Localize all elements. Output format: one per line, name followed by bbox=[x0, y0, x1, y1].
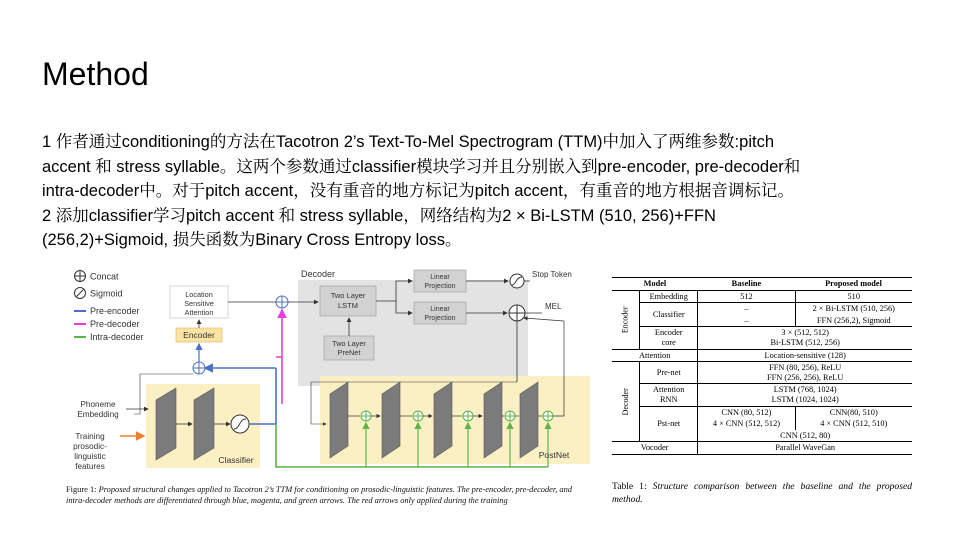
linear2-label-1: Linear bbox=[430, 306, 450, 313]
linear2-label-2: Projection bbox=[424, 315, 456, 322]
postnet-label: PostNet bbox=[538, 450, 570, 460]
postnet-layer bbox=[330, 382, 348, 458]
figure-caption-label: Figure 1: bbox=[66, 485, 97, 494]
legend-sigmoid: Sigmoid bbox=[90, 288, 123, 299]
legend-concat: Concat bbox=[90, 271, 119, 282]
figure-caption-line: Proposed structural changes applied to Tacotron 2’s TTM for conditioning on prosodic-linguistic features. The pre-encoder, bbox=[98, 485, 514, 494]
row-label-line: Encoder bbox=[654, 328, 683, 338]
table-header-model: Model bbox=[643, 279, 667, 288]
row-label: Attention bbox=[612, 349, 698, 362]
sigmoid-icon bbox=[75, 288, 86, 299]
cell-line: 3 × (512, 512) bbox=[781, 328, 829, 338]
legend bbox=[74, 271, 144, 343]
cell: CNN(80, 510) bbox=[829, 407, 878, 417]
concat-icon bbox=[276, 296, 288, 308]
cell: 4 × CNN (512, 512) bbox=[698, 418, 795, 430]
table-row bbox=[612, 303, 912, 315]
concat-icon bbox=[413, 411, 423, 421]
sigmoid-icon bbox=[510, 274, 524, 288]
training-label-1: Training bbox=[75, 432, 105, 441]
cell-line: FFN (256, 256), ReLU bbox=[767, 372, 844, 382]
table-caption bbox=[612, 481, 912, 506]
concat-icon bbox=[463, 411, 473, 421]
body-line: intra-decoder中。对于pitch accent，没有重音的地方标记为pitch accent，有重音的地方根据音调标记。 bbox=[42, 182, 794, 200]
cell: Location-sensitive (128) bbox=[764, 350, 846, 360]
table-header-proposed: Proposed model bbox=[825, 279, 882, 288]
classifier-label: Classifier bbox=[218, 455, 254, 465]
prenet-label-2: PreNet bbox=[337, 348, 361, 357]
decoder-label: Decoder bbox=[301, 269, 336, 279]
cell-line: LSTM (1024, 1024) bbox=[771, 394, 839, 404]
table-row bbox=[612, 327, 912, 349]
mel-label: MEL bbox=[545, 302, 562, 311]
body-line: 1 作者通过conditioning的方法在Tacotron 2’s Text-To-Mel Spectrogram (TTM)中加入了两维参数:pitch bbox=[42, 133, 774, 151]
training-label-4: features bbox=[75, 462, 105, 471]
sigmoid-icon bbox=[231, 415, 249, 433]
table-caption-text: Structure comparison between the baseline and the proposed method. bbox=[612, 481, 913, 505]
row-label: Pst-net bbox=[640, 406, 698, 442]
row-label: Embedding bbox=[640, 290, 698, 303]
legend-intra-decoder: Intra-decoder bbox=[90, 332, 144, 342]
cell: – bbox=[698, 315, 795, 327]
row-label-line: Attention bbox=[653, 385, 685, 395]
cell: 4 × CNN (512, 510) bbox=[820, 419, 888, 429]
body-line: accent 和 stress syllable。这两个参数通过classifier模块学习并且分别嵌入到pre-encoder, pre-decoder和 bbox=[42, 157, 801, 176]
cell: 510 bbox=[847, 291, 860, 301]
figure-caption-line: pre-decoder, and intra-decoder methods are differentiated through blue, magenta, and green arrows. The red arrows only applied during bbox=[66, 485, 572, 505]
linear1-label-2: Projection bbox=[424, 283, 456, 290]
cell: CNN (80, 512) bbox=[698, 406, 795, 418]
concat-icon bbox=[509, 305, 525, 321]
body-text bbox=[42, 130, 922, 253]
cell: – bbox=[698, 303, 795, 315]
linear1-label-1: Linear bbox=[430, 274, 450, 281]
table-header-baseline: Baseline bbox=[731, 279, 762, 288]
cell: CNN (512, 80) bbox=[780, 430, 831, 440]
postnet-layer bbox=[484, 382, 502, 458]
postnet-layer bbox=[382, 382, 400, 458]
row-label: Classifier bbox=[640, 303, 698, 327]
attention-label-1: Location bbox=[185, 290, 213, 299]
lstm-label-2: LSTM bbox=[337, 301, 359, 310]
concat-icon bbox=[361, 411, 371, 421]
concat-icon bbox=[543, 411, 553, 421]
decoder-group-label: Decoder bbox=[620, 388, 630, 416]
legend-pre-decoder: Pre-decoder bbox=[90, 319, 140, 329]
row-label bbox=[640, 384, 698, 406]
lstm-label-1: Two Layer bbox=[330, 291, 366, 300]
table-row bbox=[612, 406, 912, 418]
structure-table bbox=[612, 277, 912, 455]
phoneme-label-2: Embedding bbox=[77, 410, 119, 419]
figure-caption-line: the training bbox=[468, 496, 508, 505]
cell-line: LSTM (768, 1024) bbox=[773, 385, 837, 395]
attention-label-3: Attention bbox=[184, 308, 214, 317]
prenet-label-1: Two Layer bbox=[332, 339, 366, 348]
training-label-2: prosodic- bbox=[73, 442, 107, 451]
cell-line: Bi-LSTM (512, 256) bbox=[770, 337, 840, 347]
phoneme-label-1: Phoneme bbox=[80, 400, 116, 409]
table-row bbox=[612, 290, 912, 303]
concat-icon bbox=[505, 411, 515, 421]
row-label-line: core bbox=[661, 337, 676, 347]
row-label bbox=[640, 327, 698, 349]
row-label: Pre-net bbox=[640, 362, 698, 384]
table-caption-label: Table 1: bbox=[612, 481, 647, 492]
attention-label-2: Sensitive bbox=[184, 299, 214, 308]
training-label-3: linguistic bbox=[74, 452, 106, 461]
cell bbox=[698, 384, 912, 406]
cell-line: FFN (80, 256), ReLU bbox=[769, 363, 842, 373]
encoder-group-label: Encoder bbox=[620, 306, 630, 333]
postnet-layer bbox=[520, 382, 538, 458]
cell: Parallel WaveGan bbox=[775, 443, 836, 453]
cell bbox=[698, 327, 912, 349]
row-label-line: RNN bbox=[659, 394, 678, 404]
row-label: Vocoder bbox=[612, 442, 698, 455]
table-row bbox=[612, 349, 912, 362]
table-row bbox=[612, 442, 912, 455]
postnet-layer bbox=[434, 382, 452, 458]
encoder-label: Encoder bbox=[183, 330, 215, 340]
table-row bbox=[612, 362, 912, 384]
cell: 512 bbox=[698, 290, 795, 303]
table-row bbox=[612, 384, 912, 406]
stop-token-label: Stop Token bbox=[532, 270, 572, 279]
classifier-layer bbox=[194, 388, 214, 460]
architecture-diagram bbox=[64, 264, 594, 476]
concat-icon bbox=[193, 362, 205, 374]
body-line: (256,2)+Sigmoid, 损失函数为Binary Cross Entropy loss。 bbox=[42, 231, 462, 249]
cell: 2 × Bi-LSTM (510, 256) bbox=[812, 304, 895, 314]
cell: FFN (256,2), Sigmoid bbox=[816, 315, 891, 325]
figure-caption bbox=[66, 484, 591, 506]
classifier-layer bbox=[156, 388, 176, 460]
slide-title: Method bbox=[42, 56, 149, 92]
body-line: 2 添加classifier学习pitch accent 和 stress syllable，网络结构为2 × Bi-LSTM (510, 256)+FFN bbox=[42, 206, 716, 225]
cell bbox=[698, 362, 912, 384]
legend-pre-encoder: Pre-encoder bbox=[90, 306, 140, 316]
concat-icon bbox=[75, 271, 86, 282]
